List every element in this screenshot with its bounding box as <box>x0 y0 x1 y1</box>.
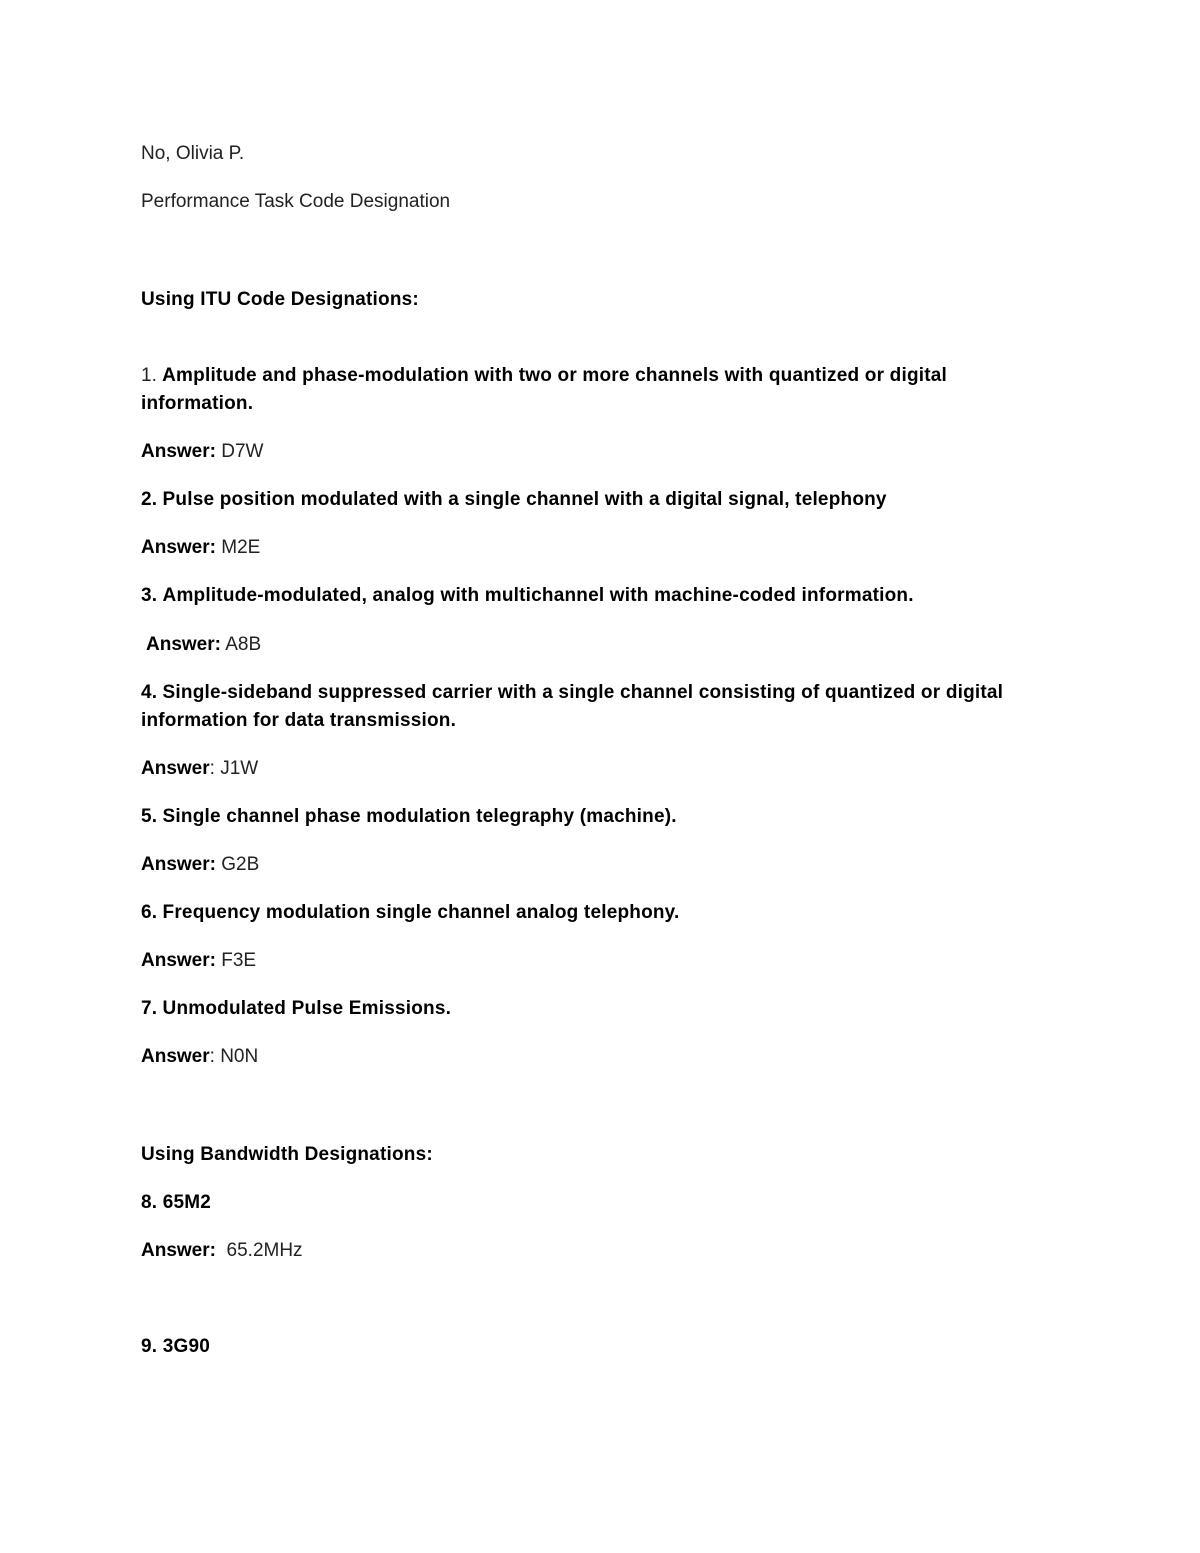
question-6 <box>141 899 1051 927</box>
question-number: 1. <box>141 365 157 386</box>
question-text: Amplitude and phase-modulation with two or more channels with quantized or digital information. <box>141 365 948 414</box>
answer-2 <box>141 534 1051 562</box>
question-number: 7. <box>141 998 158 1019</box>
question-number: 3. <box>141 585 158 606</box>
answer-6 <box>141 947 1051 975</box>
answer-3 <box>146 631 1056 659</box>
answer-value: A8B <box>225 634 262 655</box>
question-number: 2. <box>141 489 158 510</box>
bandwidth-question-8: 8. 65M2 <box>141 1192 212 1213</box>
question-text: Unmodulated Pulse Emissions. <box>162 998 452 1019</box>
answer-label: Answer <box>141 1046 210 1067</box>
answer-separator: : <box>209 1046 215 1067</box>
answer-separator: : <box>209 758 215 779</box>
answer-1 <box>141 438 1051 466</box>
answer-value: M2E <box>221 537 261 558</box>
question-text: Amplitude-modulated, analog with multichannel with machine-coded information. <box>162 585 914 606</box>
question-number: 6. <box>141 902 158 923</box>
question-4 <box>141 679 1051 735</box>
bandwidth-answer-8 <box>141 1237 1051 1265</box>
question-1 <box>141 362 1051 418</box>
answer-value: G2B <box>221 854 260 875</box>
answer-label: Answer: <box>141 1240 216 1261</box>
bandwidth-question-9: 9. 3G90 <box>141 1336 211 1357</box>
question-text: Frequency modulation single channel analog telephony. <box>162 902 680 923</box>
question-3 <box>141 582 1051 610</box>
answer-5 <box>141 851 1051 879</box>
answer-value: N0N <box>220 1046 259 1067</box>
question-text: Single-sideband suppressed carrier with a single channel consisting of quantized or digital information for data transmission. <box>141 682 1004 731</box>
question-7 <box>141 995 1051 1023</box>
document-title: Performance Task Code Designation <box>141 191 451 212</box>
answer-value: D7W <box>221 441 264 462</box>
question-number: 5. <box>141 806 158 827</box>
answer-label: Answer: <box>141 854 216 875</box>
question-5 <box>141 803 1051 831</box>
section-heading-itu: Using ITU Code Designations: <box>141 289 419 310</box>
answer-label: Answer <box>141 758 210 779</box>
question-text: Single channel phase modulation telegraphy (machine). <box>162 806 677 827</box>
answer-value: J1W <box>220 758 259 779</box>
answer-label: Answer: <box>141 537 216 558</box>
answer-value: 65.2MHz <box>226 1240 303 1261</box>
answer-4 <box>141 755 1051 783</box>
section-heading-bandwidth: Using Bandwidth Designations: <box>141 1144 433 1165</box>
student-name: No, Olivia P. <box>141 143 245 164</box>
question-text: Pulse position modulated with a single channel with a digital signal, telephony <box>162 489 887 510</box>
answer-value: F3E <box>221 950 257 971</box>
question-2 <box>141 486 1051 514</box>
answer-label: Answer: <box>141 950 216 971</box>
answer-label: Answer: <box>146 634 221 655</box>
question-number: 4. <box>141 682 158 703</box>
answer-label: Answer: <box>141 441 216 462</box>
answer-7 <box>141 1043 1051 1071</box>
